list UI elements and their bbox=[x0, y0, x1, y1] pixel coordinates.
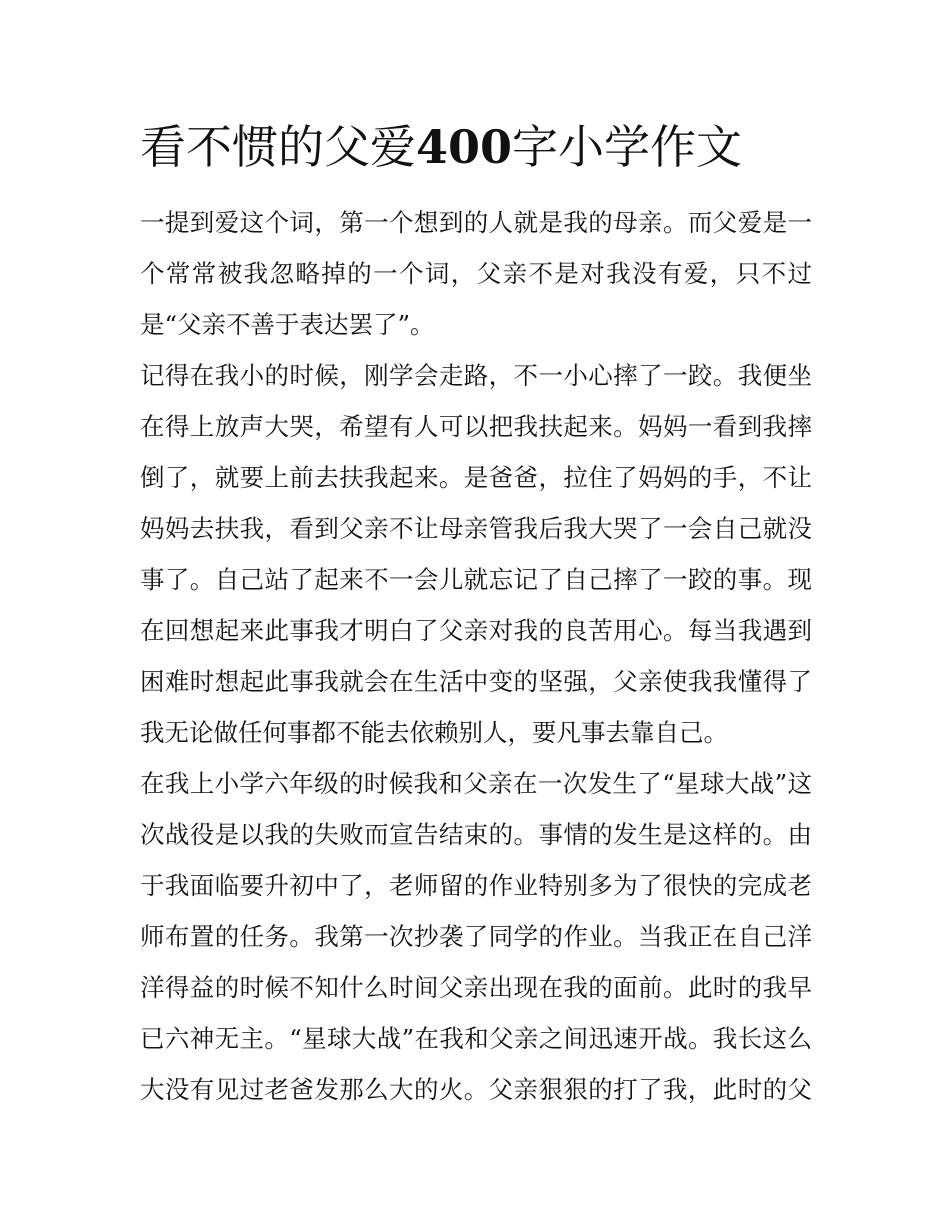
text-line: 我无论做任何事都不能去依赖别人，要凡事去靠自己。 bbox=[140, 718, 728, 747]
text-line: 于我面临要升初中了，老师留的作业特别多为了很快的完成老 bbox=[140, 871, 812, 900]
title-suffix: 字小学作文 bbox=[512, 120, 743, 174]
document-title bbox=[140, 112, 840, 182]
text-line: 大没有见过老爸发那么大的火。父亲狠狠的打了我，此时的父 bbox=[140, 1075, 812, 1104]
text-line: 事了。自己站了起来不一会儿就忘记了自己摔了一跤的事。现 bbox=[140, 565, 812, 594]
essay-body bbox=[140, 197, 812, 1115]
text-line: 妈妈去扶我，看到父亲不让母亲管我后我大哭了一会自己就没 bbox=[140, 514, 812, 543]
text-line: 师布置的任务。我第一次抄袭了同学的作业。当我正在自己洋 bbox=[140, 922, 812, 951]
text-line: 在得上放声大哭，希望有人可以把我扶起来。妈妈一看到我摔 bbox=[140, 412, 812, 441]
text-line: 困难时想起此事我就会在生活中变的坚强，父亲使我我懂得了 bbox=[140, 667, 812, 696]
title-prefix: 看不惯的父爱 bbox=[140, 120, 416, 174]
text-line: 一提到爱这个词，第一个想到的人就是我的母亲。而父爱是一 bbox=[140, 208, 812, 237]
text-line: 是“父亲不善于表达罢了”。 bbox=[140, 310, 435, 339]
title-number: 400 bbox=[416, 120, 513, 174]
text-line: 在回想起来此事我才明白了父亲对我的良苦用心。每当我遇到 bbox=[140, 616, 812, 645]
text-line: 在我上小学六年级的时候我和父亲在一次发生了“星球大战”这 bbox=[140, 769, 812, 798]
text-line: 已六神无主。“星球大战”在我和父亲之间迅速开战。我长这么 bbox=[140, 1024, 812, 1053]
text-line: 次战役是以我的失败而宣告结束的。事情的发生是这样的。由 bbox=[140, 820, 812, 849]
text-line: 倒了，就要上前去扶我起来。是爸爸，拉住了妈妈的手，不让 bbox=[140, 463, 812, 492]
text-line: 记得在我小的时候，刚学会走路，不一小心摔了一跤。我便坐 bbox=[140, 361, 812, 390]
text-line: 个常常被我忽略掉的一个词，父亲不是对我没有爱，只不过 bbox=[140, 259, 812, 288]
text-line: 洋得益的时候不知什么时间父亲出现在我的面前。此时的我早 bbox=[140, 973, 812, 1002]
